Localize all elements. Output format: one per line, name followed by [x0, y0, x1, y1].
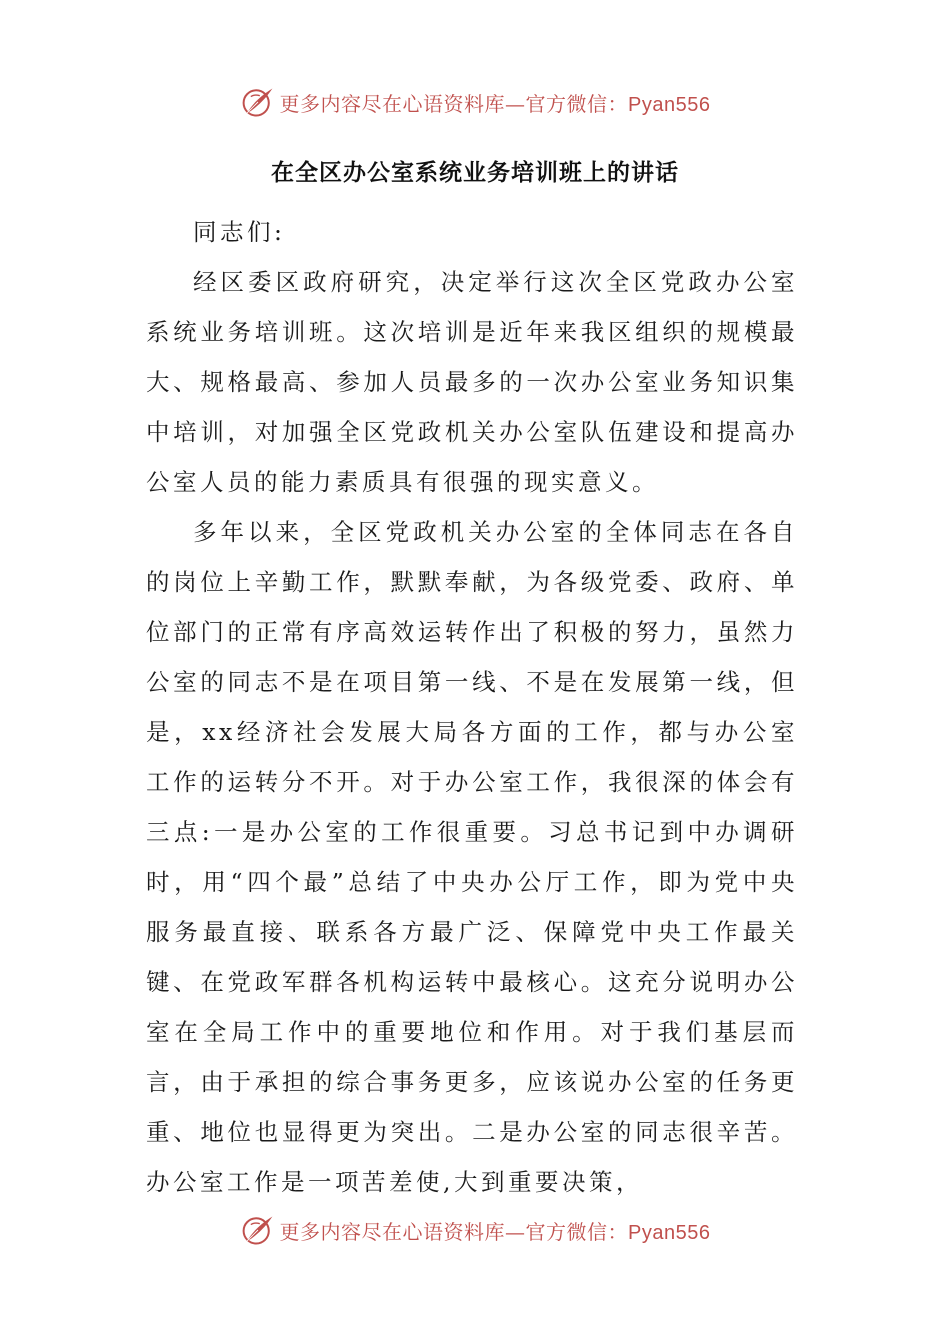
quill-pen-logo-icon — [240, 1212, 276, 1248]
watermark-text — [280, 88, 711, 117]
document-title: 在全区办公室系统业务培训班上的讲话 — [271, 160, 679, 186]
watermark-label: 更多内容尽在心语资料库—官方微信： — [279, 1219, 629, 1244]
header-watermark-banner — [0, 82, 950, 122]
quill-pen-logo-icon — [240, 84, 276, 120]
salutation: 同志们: — [193, 218, 286, 246]
paragraph: 多年以来，全区党政机关办公室的全体同志在各自的岗位上辛勤工作，默默奉献，为各级党委、政府、单位部门的正常有序高效运转作出了积极的努力，虽然力公室的同志不是在项目第一线、不是在发展第一线，但是，xx经济社会发展大局各方面的工作，都与办公室工作的运转分不开。对于办公室工作，我很深的体会有三点:一是办公室的工作很重要。习总书记到中办调研时，用“四个最”总结了中央办公厅工作，即为党中央服务最直接、联系各方最广泛、保障党中央工作最关键、在党政军群各机构运转中最核心。这充分说明办公室在全局工作中的重要地位和作用。对于我们基层而言，由于承担的综合事务更多，应该说办公室的任务更重、地位也显得更为突出。二是办公室的同志很辛苦。办公室工作是一项苦差使,大到重要决策， — [146, 518, 798, 1196]
watermark-label: 更多内容尽在心语资料库—官方微信： — [279, 91, 629, 116]
watermark-text — [280, 1216, 711, 1245]
paragraph: 经区委区政府研究，决定举行这次全区党政办公室系统业务培训班。这次培训是近年来我区组织的规模最大、规格最高、参加人员最多的一次办公室业务知识集中培训，对加强全区党政机关办公室队伍建设和提高办公室人员的能力素质具有很强的现实意义。 — [146, 268, 798, 496]
wechat-id: Pyan556 — [628, 93, 711, 116]
footer-watermark-banner — [0, 1210, 950, 1250]
wechat-id: Pyan556 — [628, 1221, 711, 1244]
document-body — [146, 207, 798, 1207]
